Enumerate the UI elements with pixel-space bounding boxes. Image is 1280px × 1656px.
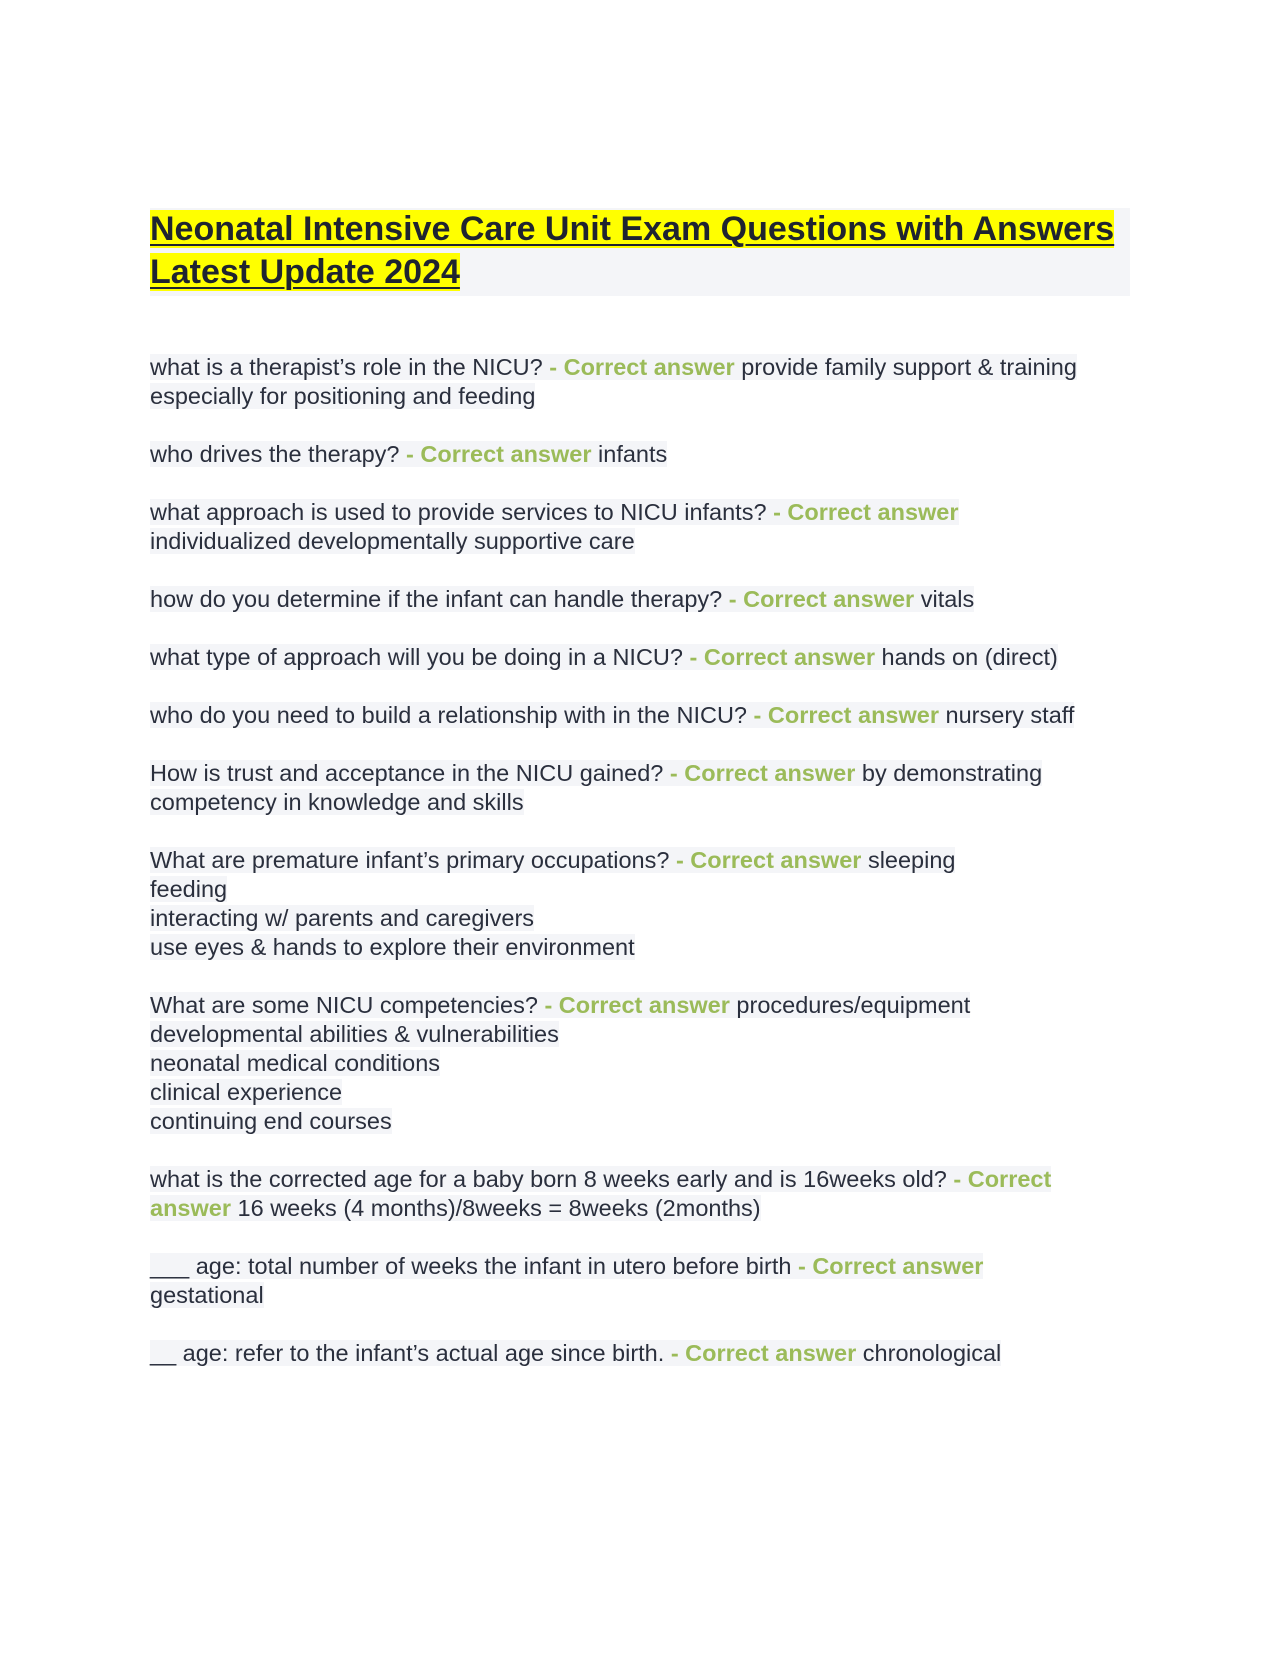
question-text: What are premature infant’s primary occupations? [150, 847, 670, 873]
answer-text: gestational [150, 1282, 264, 1308]
correct-answer-label: - Correct answer [544, 992, 730, 1018]
qa-item [150, 759, 1130, 817]
answer-text: 16 weeks (4 months)/8weeks = 8weeks (2months) [237, 1195, 761, 1221]
qa-item [150, 1252, 1130, 1310]
question-text: who drives the therapy? [150, 441, 400, 467]
qa-item [150, 353, 1130, 411]
question-text: What are some NICU competencies? [150, 992, 538, 1018]
answer-text: nursery staff [945, 702, 1075, 728]
answer-text: sleeping feeding interacting w/ parents and caregivers use eyes & hands to explore their environment [150, 847, 956, 960]
correct-answer-label: - Correct answer [797, 1253, 984, 1279]
question-text: what is a therapist’s role in the NICU? [150, 354, 543, 380]
question-text: what approach is used to provide services to NICU infants? [150, 499, 767, 525]
correct-answer-label: - Correct answer [549, 354, 735, 380]
answer-text: provide family support & training especially for positioning and feeding [150, 354, 1077, 409]
correct-answer-label: - Correct answer [773, 499, 959, 525]
qa-item [150, 846, 1130, 962]
correct-answer-label: - Correct answer [753, 702, 939, 728]
correct-answer-label: - Correct answer [670, 1340, 857, 1366]
answer-text: by demonstrating competency in knowledge and skills [150, 760, 1043, 815]
qa-item [150, 701, 1130, 730]
qa-list [150, 353, 1130, 1368]
answer-text: individualized developmentally supportive care [150, 528, 635, 554]
correct-answer-label: - Correct answer [406, 441, 592, 467]
qa-item [150, 643, 1130, 672]
document-title [150, 208, 1130, 294]
answer-text: vitals [920, 586, 975, 612]
question-text: __ age: refer to the infant’s actual age since birth. [150, 1340, 665, 1366]
question-text: How is trust and acceptance in the NICU gained? [150, 760, 664, 786]
question-text: how do you determine if the infant can handle therapy? [150, 586, 723, 612]
qa-item [150, 440, 1130, 469]
correct-answer-label: - Correct answer [728, 586, 915, 612]
answer-text: hands on (direct) [881, 644, 1058, 670]
question-text: ___ age: total number of weeks the infant in utero before birth [150, 1253, 792, 1279]
correct-answer-label: - Correct answer [669, 760, 856, 786]
qa-item [150, 991, 1130, 1136]
answer-text: infants [598, 441, 668, 467]
question-text: what type of approach will you be doing in a NICU? [150, 644, 683, 670]
qa-item [150, 1165, 1130, 1223]
correct-answer-label: - Correct answer [675, 847, 862, 873]
title-highlight: Neonatal Intensive Care Unit Exam Questions with Answers Latest Update 2024 [150, 210, 1115, 291]
title-block [150, 208, 1130, 296]
answer-text: chronological [862, 1340, 1002, 1366]
qa-item [150, 1339, 1130, 1368]
qa-item [150, 498, 1130, 556]
correct-answer-label: - Correct answer [150, 1166, 1052, 1221]
qa-item [150, 585, 1130, 614]
question-text: what is the corrected age for a baby born 8 weeks early and is 16weeks old? [150, 1166, 947, 1192]
question-text: who do you need to build a relationship with in the NICU? [150, 702, 748, 728]
answer-text: procedures/equipment developmental abilities & vulnerabilities neonatal medical conditions clinical experience continuing end courses [150, 992, 971, 1134]
correct-answer-label: - Correct answer [689, 644, 875, 670]
document-page [150, 208, 1130, 1397]
